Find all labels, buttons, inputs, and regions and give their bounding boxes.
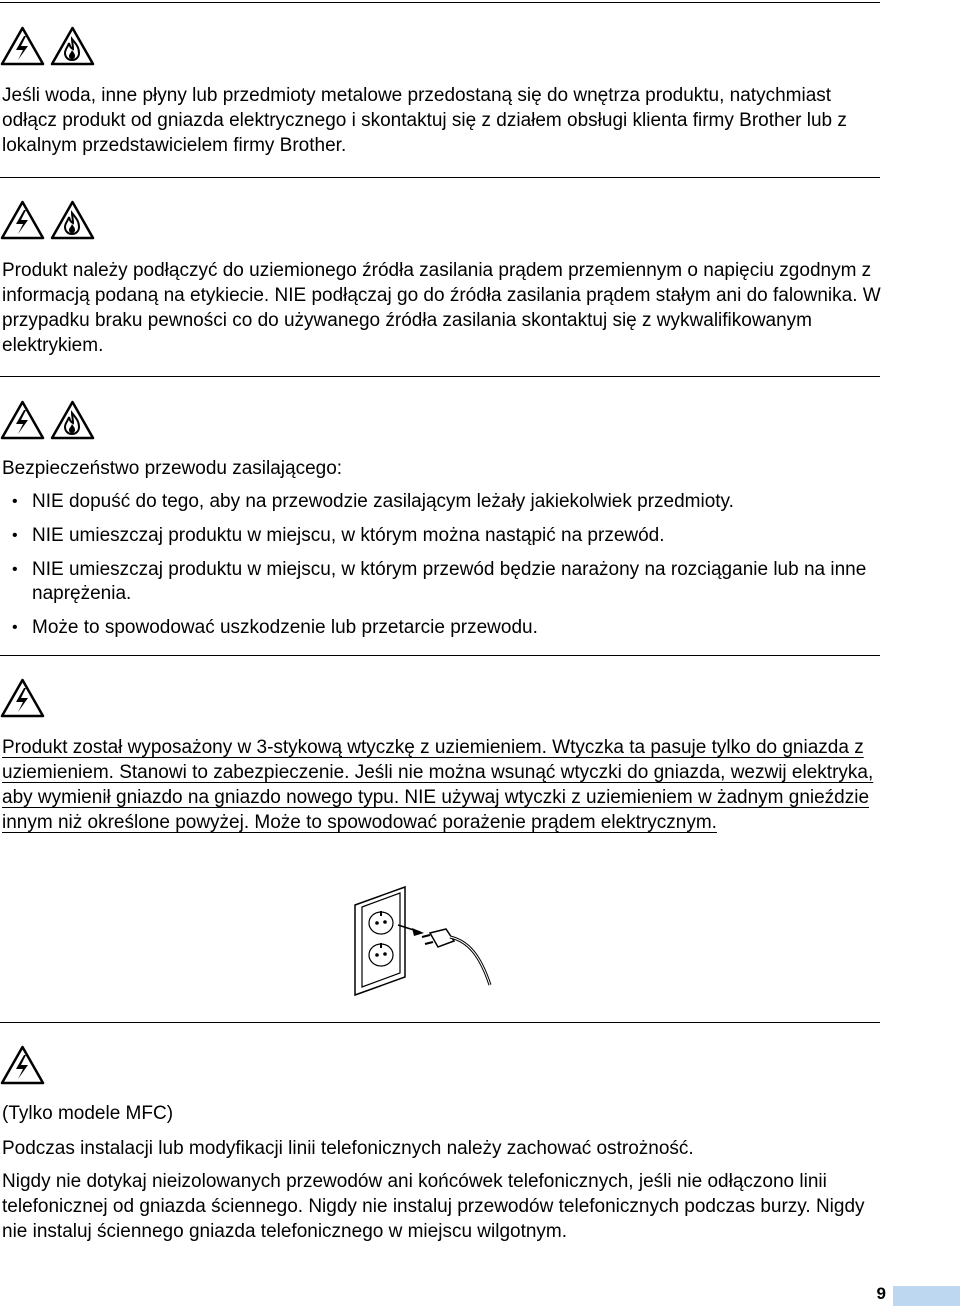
divider-3 (0, 655, 880, 656)
power-cord-safety-list (12, 490, 880, 650)
electrical-hazard-icon (0, 200, 45, 240)
fire-hazard-icon (50, 26, 95, 66)
section-5-paragraph-1: Podczas instalacji lub modyfikacji linii telefonicznych należy zachować ostrożność. (2, 1138, 694, 1159)
section-3-intro: Bezpieczeństwo przewodu zasilającego: (2, 458, 343, 479)
section-2-text: Produkt należy podłączyć do uziemionego źródła zasilania prądem przemiennym o napięciu zgodnym z informacją podaną na etykiecie. NIE podłączaj go do źródła zasilania prądem stałym ani do falownika. W przypadku braku pewności co do używanego źródła zasilania skontaktuj się z wykwalifikowanym elektrykiem. (2, 260, 881, 356)
warning-icons-5 (0, 1045, 45, 1085)
list-item: • NIE umieszczaj produktu w miejscu, w którym przewód będzie narażony na rozciąganie lub na inne naprężenia. (12, 558, 880, 606)
page-number: 9 (876, 1284, 886, 1303)
section-5-paragraph-2: Nigdy nie dotykaj nieizolowanych przewodów ani końcówek telefonicznych, jeśli nie odłączono linii telefonicznej od gniazda ściennego. Nigdy nie instaluj przewodów telefonicznych podczas burzy. Nigdy nie instaluj ściennego gniazda telefonicznego w miejscu wilgotnym. (2, 1171, 865, 1242)
electrical-hazard-icon (0, 678, 45, 718)
section-4-text: Produkt został wyposażony w 3-stykową wtyczkę z uziemieniem. Wtyczka ta pasuje tylko do gniazda z uziemieniem. Stanowi to zabezpieczenie. Jeśli nie można wsunąć wtyczki do gniazda, wezwij elektryka, aby wymienił gniazdo na gniazdo nowego typu. NIE używaj wtyczki z uziemieniem w żadnym gnieździe innym niż określone powyżej. Może to spowodować porażenie prądem elektrycznym. (2, 737, 874, 833)
fire-hazard-icon (50, 400, 95, 440)
divider-4 (0, 1022, 880, 1023)
electrical-hazard-icon (0, 1045, 45, 1085)
electrical-hazard-icon (0, 400, 45, 440)
divider-2 (0, 376, 880, 377)
top-divider (0, 2, 880, 3)
grounded-plug-illustration (350, 885, 520, 1000)
section-5-heading: (Tylko modele MFC) (2, 1103, 174, 1124)
warning-icons-4 (0, 678, 45, 718)
list-item: • Może to spowodować uszkodzenie lub przetarcie przewodu. (12, 616, 880, 640)
section-1-text: Jeśli woda, inne płyny lub przedmioty metalowe przedostaną się do wnętrza produktu, natychmiast odłącz produkt od gniazda elektrycznego i skontaktuj się z działem obsługi klienta firmy Brother lub z lokalnym przedstawicielem firmy Brother. (2, 85, 847, 156)
list-item: • NIE dopuść do tego, aby na przewodzie zasilającym leżały jakiekolwiek przedmioty. (12, 490, 880, 514)
list-item: • NIE umieszczaj produktu w miejscu, w którym można nastąpić na przewód. (12, 524, 880, 548)
fire-hazard-icon (50, 200, 95, 240)
warning-icons-2 (0, 200, 95, 240)
divider-1 (0, 177, 880, 178)
warning-icons-3 (0, 400, 95, 440)
page-tab (893, 1286, 960, 1306)
electrical-hazard-icon (0, 26, 45, 66)
warning-icons-1 (0, 26, 95, 66)
